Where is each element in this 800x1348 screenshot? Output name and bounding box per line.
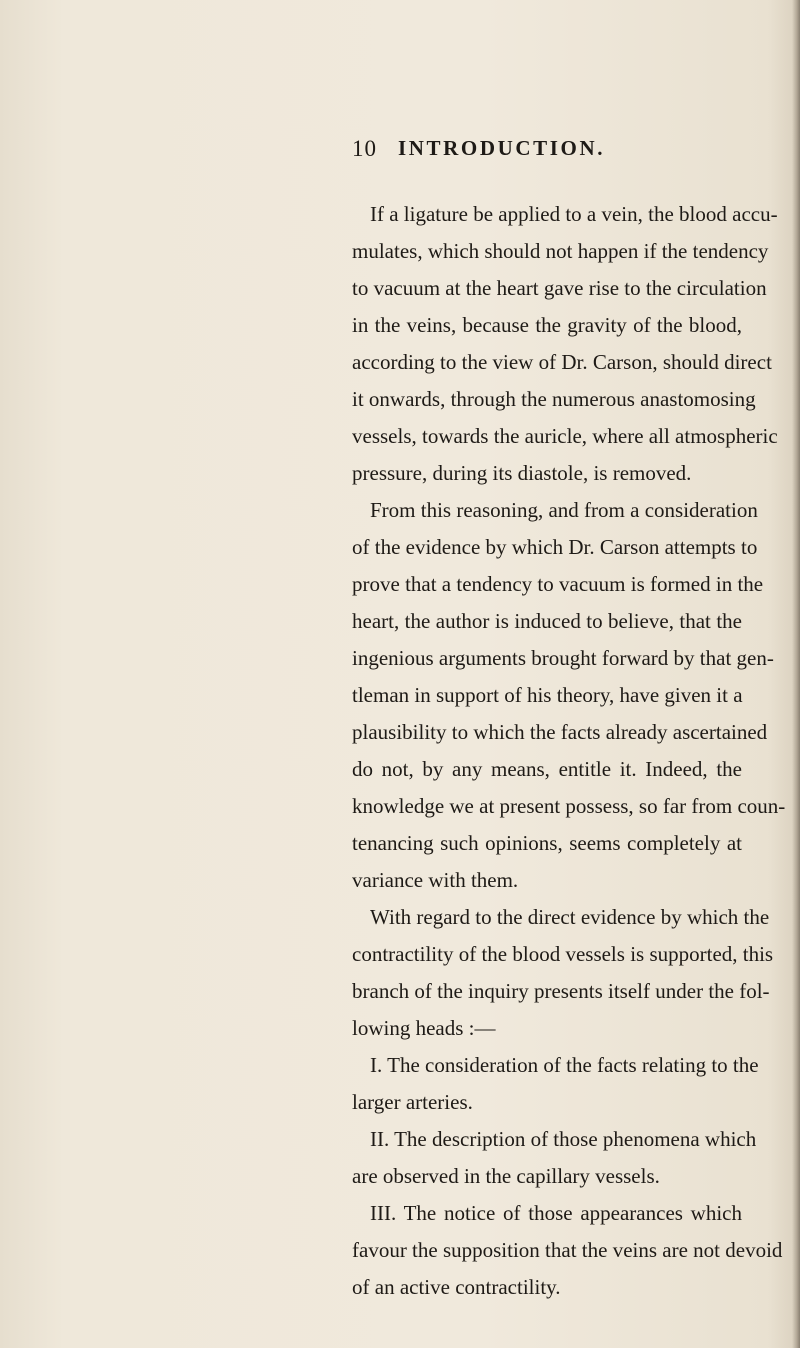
text-line: prove that a tendency to vacuum is formed in the <box>352 572 764 596</box>
text-line: II. The description of those phenomena which <box>370 1127 757 1151</box>
text-line: contractility of the blood vessels is supported, this <box>352 942 774 966</box>
text-line: larger arteries. <box>352 1090 473 1114</box>
text-line: it onwards, through the numerous anastomosing <box>352 387 756 411</box>
text-line: vessels, towards the auricle, where all atmospheric <box>352 424 778 448</box>
text-line: ingenious arguments brought forward by that gen- <box>352 646 774 670</box>
text-line: to vacuum at the heart gave rise to the circulation <box>352 276 767 300</box>
text-line: of an active contractility. <box>352 1275 561 1299</box>
text-line: From this reasoning, and from a consideration <box>370 498 758 522</box>
text-line: III. The notice of those appearances which <box>370 1201 742 1225</box>
text-line: With regard to the direct evidence by which the <box>370 905 770 929</box>
text-line: do not, by any means, entitle it. Indeed, the <box>352 757 742 781</box>
text-line: are observed in the capillary vessels. <box>352 1164 660 1188</box>
page-header <box>352 136 692 166</box>
text-line: heart, the author is induced to believe, that the <box>352 609 742 633</box>
body-text <box>352 196 786 1306</box>
text-line: knowledge we at present possess, so far from coun- <box>352 794 786 818</box>
text-line: tenancing such opinions, seems completely at <box>352 831 742 855</box>
text-line: in the veins, because the gravity of the blood, <box>352 313 742 337</box>
text-line: plausibility to which the facts already ascertained <box>352 720 768 744</box>
page-number: 10 <box>352 136 377 161</box>
text-line: I. The consideration of the facts relating to the <box>370 1053 759 1077</box>
text-line: according to the view of Dr. Carson, should direct <box>352 350 772 374</box>
text-line: variance with them. <box>352 868 519 892</box>
text-line: pressure, during its diastole, is removed. <box>352 461 692 485</box>
text-line: tleman in support of his theory, have given it a <box>352 683 743 707</box>
text-line: of the evidence by which Dr. Carson attempts to <box>352 535 758 559</box>
text-line: branch of the inquiry presents itself under the fol- <box>352 979 770 1003</box>
text-line: mulates, which should not happen if the tendency <box>352 239 769 263</box>
text-line: favour the supposition that the veins are not devoid <box>352 1238 783 1262</box>
text-line: If a ligature be applied to a vein, the blood accu- <box>370 202 778 226</box>
page-edge-shadow <box>792 0 800 1348</box>
text-line: lowing heads :— <box>352 1016 496 1040</box>
running-head: INTRODUCTION. <box>398 136 606 160</box>
